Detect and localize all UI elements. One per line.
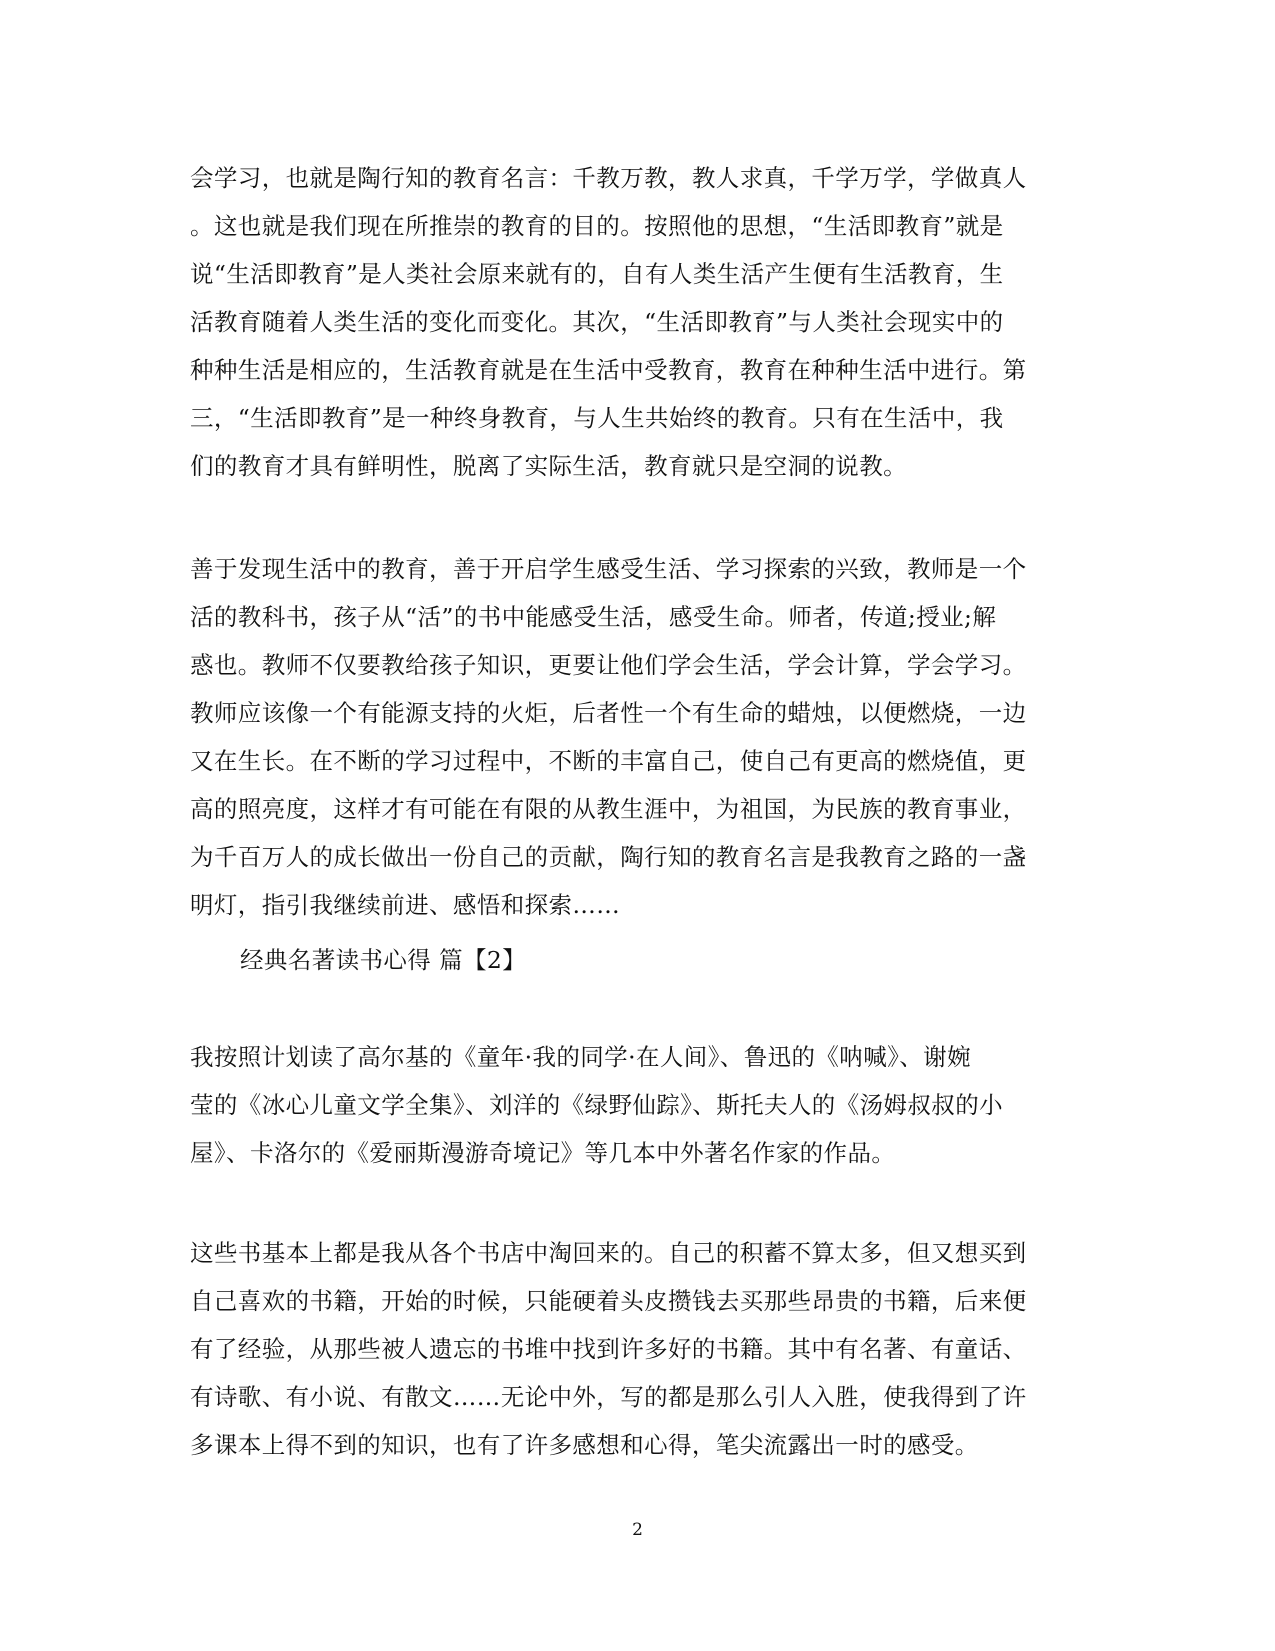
text-line: 自己喜欢的书籍，开始的时候，只能硬着头皮攒钱去买那些昂贵的书籍，后来便 <box>190 1287 1027 1315</box>
text-line: 善于发现生活中的教育，善于开启学生感受生活、学习探索的兴致，教师是一个 <box>190 555 1027 583</box>
text-line: 。这也就是我们现在所推崇的教育的目的。按照他的思想，“生活即教育”就是 <box>190 212 1004 240</box>
text-line: 我按照计划读了高尔基的《童年·我的同学·在人间》、鲁迅的《呐喊》、谢婉 <box>190 1043 971 1071</box>
text-line: 活的教科书，孩子从“活”的书中能感受生活，感受生命。师者，传道;授业;解 <box>190 603 997 631</box>
text-line: 莹的《冰心儿童文学全集》、刘洋的《绿野仙踪》、斯托夫人的《汤姆叔叔的小 <box>190 1091 1003 1119</box>
section-heading: 经典名著读书心得 篇【2】 <box>240 946 527 974</box>
text-line: 屋》、卡洛尔的《爱丽斯漫游奇境记》等几本中外著名作家的作品。 <box>190 1139 896 1167</box>
text-line: 这些书基本上都是我从各个书店中淘回来的。自己的积蓄不算太多，但又想买到 <box>190 1239 1027 1267</box>
page-number: 2 <box>632 1520 643 1540</box>
text-line: 为千百万人的成长做出一份自己的贡献，陶行知的教育名言是我教育之路的一盏 <box>190 843 1027 871</box>
text-line: 们的教育才具有鲜明性，脱离了实际生活，教育就只是空洞的说教。 <box>190 452 907 480</box>
paragraph-4 <box>190 1229 1070 1469</box>
paragraph-2 <box>190 545 1070 929</box>
paragraph-3 <box>190 1033 1070 1177</box>
text-line: 有了经验，从那些被人遗忘的书堆中找到许多好的书籍。其中有名著、有童话、 <box>190 1335 1027 1363</box>
text-line: 说“生活即教育”是人类社会原来就有的，自有人类生活产生便有生活教育，生 <box>190 260 1004 288</box>
text-line: 多课本上得不到的知识，也有了许多感想和心得，笔尖流露出一时的感受。 <box>190 1431 979 1459</box>
paragraph-1 <box>190 154 1070 490</box>
text-line: 活教育随着人类生活的变化而变化。其次，“生活即教育”与人类社会现实中的 <box>190 308 1004 336</box>
text-line: 种种生活是相应的，生活教育就是在生活中受教育，教育在种种生活中进行。第 <box>190 356 1027 384</box>
text-line: 高的照亮度，这样才有可能在有限的从教生涯中，为祖国，为民族的教育事业， <box>190 795 1027 823</box>
text-line: 会学习，也就是陶行知的教育名言：千教万教，教人求真，千学万学，学做真人 <box>190 164 1027 192</box>
text-line: 又在生长。在不断的学习过程中，不断的丰富自己，使自己有更高的燃烧值，更 <box>190 747 1027 775</box>
text-line: 教师应该像一个有能源支持的火炬，后者性一个有生命的蜡烛，以便燃烧，一边 <box>190 699 1027 727</box>
text-line: 明灯，指引我继续前进、感悟和探索…… <box>190 891 621 919</box>
text-line: 三，“生活即教育”是一种终身教育，与人生共始终的教育。只有在生活中，我 <box>190 404 1004 432</box>
text-line: 有诗歌、有小说、有散文……无论中外，写的都是那么引人入胜，使我得到了许 <box>190 1383 1027 1411</box>
text-line: 惑也。教师不仅要教给孩子知识，更要让他们学会生活，学会计算，学会学习。 <box>190 651 1027 679</box>
